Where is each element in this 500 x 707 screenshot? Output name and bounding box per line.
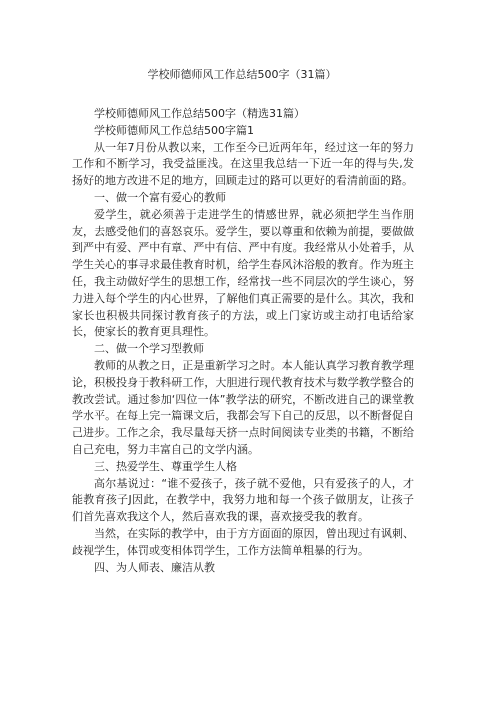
point-heading: 一、做一个富有爱心的教师 — [94, 190, 226, 204]
point-heading: 四、为人师表、廉洁从教 — [94, 560, 215, 574]
section-heading: 学校师德师风工作总结500字篇1 — [94, 123, 254, 137]
body-paragraph: 爱学生，就必须善于走进学生的情感世界，就必须把学生当作朋友，去感受他们的喜怒哀乐。爱学生，要以尊重和依赖为前提，要做做到严中有爱、严中有章、严中有信、严中有度。我经常从小处着手，从学生关心的事寻求最佳教育时机，给学生春风沐浴般的教育。作为班主任，我主动做好学生的思想工作，经常找一些不同层次的学生谈心，努力进入每个学生的内心世界，了解他们真正需要的是什么。其次，我和家长也积极共同探讨教育孩子的方法，或上门家访或主动打电话给家长，使家长的教育更具理性。 — [72, 207, 414, 339]
body-paragraph: 当然，在实际的教学中，由于方方面面的原因，曾出现过有讽刺、歧视学生，体罚或变相体罚学生，工作方法简单粗暴的行为。 — [72, 526, 414, 557]
point-heading: 三、热爱学生、尊重学生人格 — [94, 459, 237, 473]
body-paragraph: 从一年7月份从教以来，工作至今已近两年年，经过这一年的努力工作和不断学习，我受益匪浅。在这里我总结一下近一年的得与失,发扬好的地方改进不足的地方，回顾走过的路可以更好的看清前面的路。 — [72, 140, 414, 188]
point-heading: 二、做一个学习型教师 — [94, 342, 204, 356]
body-paragraph: 高尔基说过：“谁不爱孩子，孩子就不爱他，只有爱孩子的人，才能教育孩子J因此，在教学中，我努力地和每一个孩子做朋友，让孩子们首先喜欢我这个人，然后喜欢我的课，喜欢接受我的教育。 — [72, 476, 414, 524]
body-paragraph: 教师的从教之日，正是重新学习之时。本人能认真学习教育教学理论，积极投身于教科研工作，大胆进行现代教育技术与数学教学整合的教改尝试。通过参加‘四位一体”教学法的研究，不断改进自己的课堂教学水平。在每上完一篇课文后，我都会写下自己的反思，以不断督促自己进步。工作之余，我尽量每天挤一点时间阅读专业类的书籍，不断给自己充电，努力丰富自己的文学内涵。 — [72, 358, 414, 456]
document-title: 学校师德师风工作总结500字（31篇） — [147, 68, 337, 81]
subtitle-heading: 学校师德师风工作总结500字（精选31篇） — [94, 107, 305, 120]
